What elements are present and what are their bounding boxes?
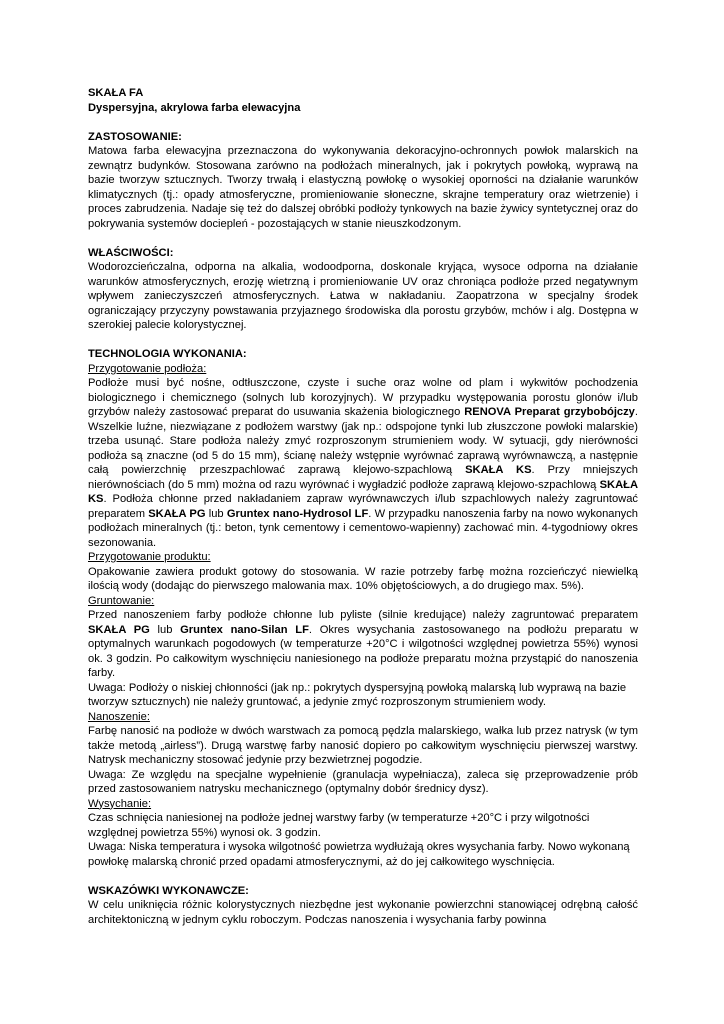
- section-heading-zastosowanie: ZASTOSOWANIE:: [88, 130, 182, 143]
- section-heading-technologia: TECHNOLOGIA WYKONANIA:: [88, 348, 247, 360]
- section-heading-wlasciwosci: WŁAŚCIWOŚCI:: [88, 246, 174, 259]
- subheading-przygotowanie-podloza: Przygotowanie podłoża:: [88, 362, 207, 375]
- paragraph-przygotowanie-podloza: Podłoże musi być nośne, odtłuszczone, czyste i suche oraz wolne od plam i wykwitów pochodzenia biologicznego i chemicznego (solnych lub korozyjnych). W przypadku występowania porostu glonów i/lub grzybów należy zastosować preparat do usuwania skażenia biologicznego RENOVA Preparat grzybobójczy. Wszelkie luźne, niezwiązane z podłożem warstwy (jak np.: odspojone tynki lub złuszczone powłoki malarskie) trzeba usunąć. Stare podłoża należy zmyć rozproszonym strumieniem wody. W sytuacji, gdy nierówności podłoża są znaczne (od 5 do 15 mm), ścianę należy wstępnie wyrównać zaprawą wyrównawczą, a następnie całą powierzchnię przeszpachlować zaprawą klejowo-szpachlową SKAŁA KS. Przy mniejszych nierównościach (do 5 mm) można od razu wyrównać i wygładzić podłoże zaprawą klejowo-szpachlową SKAŁA KS. Podłoża chłonne przed nakładaniem zapraw wyrównawczych i/lub szpachlowych należy zagruntować preparatem SKAŁA PG lub Gruntex nano-Hydrosol LF. W przypadku nanoszenia farby na nowo wykonanych podłożach mineralnych (tj.: beton, tynk cementowy i cementowo-wapienny) zachować min. 4-tygodniowy okres sezonowania.: [88, 377, 639, 549]
- subheading-gruntowanie: Gruntowanie:: [88, 594, 155, 607]
- product-name-skala-ks-2: SKAŁA KS: [88, 478, 638, 505]
- product-name-gruntex-silan: Gruntex nano-Silan LF: [180, 623, 309, 636]
- product-name-renova: RENOVA Preparat grzybobójczy: [464, 406, 635, 418]
- paragraph-gruntowanie: Przed nanoszeniem farby podłoże chłonne lub pyliste (silnie kredujące) należy zagruntować preparatem SKAŁA PG lub Gruntex nano-Silan LF. Okres wysychania zastosowanego na podłożu preparatu w optymalnych warunkach pogodowych (w temperaturze +20°C i wilgotności względnej powietrza 55%) wynosi ok. 3 godzin. Po całkowitym wyschnięciu naniesionego na podłoże preparatu można przystąpić do nanoszenia farby.: [88, 609, 638, 679]
- section-text-wskazowki: W celu uniknięcia różnic kolorystycznych niezbędne jest wykonanie powierzchni stanowiącej odrębną całość architektoniczną w jednym cyklu roboczym. Podczas nanoszenia i wysychania farby powinna: [88, 899, 638, 926]
- product-name-skala-pg: SKAŁA PG: [148, 507, 206, 520]
- subheading-nanoszenie: Nanoszenie:: [88, 710, 150, 723]
- product-name-skala-ks: SKAŁA KS: [465, 464, 532, 476]
- section-text-zastosowanie: Matowa farba elewacyjna przeznaczona do wykonywania dekoracyjno-ochronnych powłok malarskich na zewnątrz budynków. Stosowana zarówno na podłożach mineralnych, jak i pokrytych powłoką, wyprawą na bazie tworzyw sztucznych. Tworzy trwałą i elastyczną powłokę o wysokiej oporności na działanie warunków klimatycznych (tj.: opady atmosferyczne, promieniowanie słoneczne, skrajne temperatury oraz wietrzenie) i proces zabrudzenia. Nadaje się też do dalszej obróbki podłoży tynkowych na bazie żywicy syntetycznej oraz do pokrywania systemów dociepleń - pozostających w stanie nieuszkodzonym.: [88, 145, 638, 230]
- product-name-gruntex-hydrosol: Gruntex nano-Hydrosol LF: [226, 507, 369, 520]
- product-title: SKAŁA FA: [88, 87, 144, 99]
- subheading-przygotowanie-produktu: Przygotowanie produktu:: [88, 551, 211, 563]
- note-gruntowanie: Uwaga: Podłoży o niskiej chłonności (jak np.: pokrytych dyspersyjną powłoką malarską lub wyprawą na bazie tworzyw sztucznych) nie należy gruntować, a jedynie zmyć rozproszonym strumieniem wody.: [88, 681, 627, 708]
- paragraph-wysychanie: Czas schnięcia naniesionej na podłoże jednej warstwy farby (w temperaturze +20°C i przy wilgotności względnej powietrza 55%) wynosi ok. 3 godzin.: [88, 812, 590, 839]
- document-page: [88, 86, 638, 927]
- section-heading-wskazowki: WSKAZÓWKI WYKONAWCZE:: [88, 884, 249, 897]
- section-text-wlasciwosci: Wodorozcieńczalna, odporna na alkalia, wodoodporna, doskonale kryjąca, wysoce odporna na działanie warunków atmosferycznych, erozję wietrzną i promieniowanie UV oraz chroniąca podłoże przed negatywnym wpływem zanieczyszczeń atmosferycznych. Łatwa w nakładaniu. Zaopatrzona w specjalny środek ograniczający przyczyny powstawania przyjaznego środowiska dla porostu grzybów, mchów i alg. Dostępna w szerokiej palecie kolorystycznej.: [88, 261, 638, 331]
- note-nanoszenie: Uwaga: Ze względu na specjalne wypełnienie (granulacja wypełniacza), zaleca się przeprowadzenie prób przed zastosowaniem natrysku mechanicznego (optymalny dobór średnicy dysz).: [88, 768, 638, 795]
- product-name-skala-pg-2: SKAŁA PG: [88, 623, 150, 636]
- paragraph-nanoszenie: Farbę nanosić na podłoże w dwóch warstwach za pomocą pędzla malarskiego, wałka lub przez natrysk (w tym także metodą „airless”). Drugą warstwę farby nanosić dopiero po całkowitym wyschnięciu pierwszej warstwy. Natrysk mechaniczny stosować jedynie przy bezwietrznej pogodzie.: [88, 725, 638, 766]
- paragraph-przygotowanie-produktu: Opakowanie zawiera produkt gotowy do stosowania. W razie potrzeby farbę można rozcieńczyć niewielką ilością wody (dodając do pierwszego malowania max. 10% objętościowych, a do drugiego max. 5%).: [88, 565, 638, 592]
- note-wysychanie: Uwaga: Niska temperatura i wysoka wilgotność powietrza wydłużają okres wysychania farby. Nowo wykonaną powłokę malarską chronić przed opadami atmosferycznymi, aż do jej całkowitego wyschnięcia.: [88, 841, 630, 868]
- subheading-wysychanie: Wysychanie:: [88, 797, 152, 810]
- product-subtitle: Dyspersyjna, akrylowa farba elewacyjna: [88, 101, 301, 114]
